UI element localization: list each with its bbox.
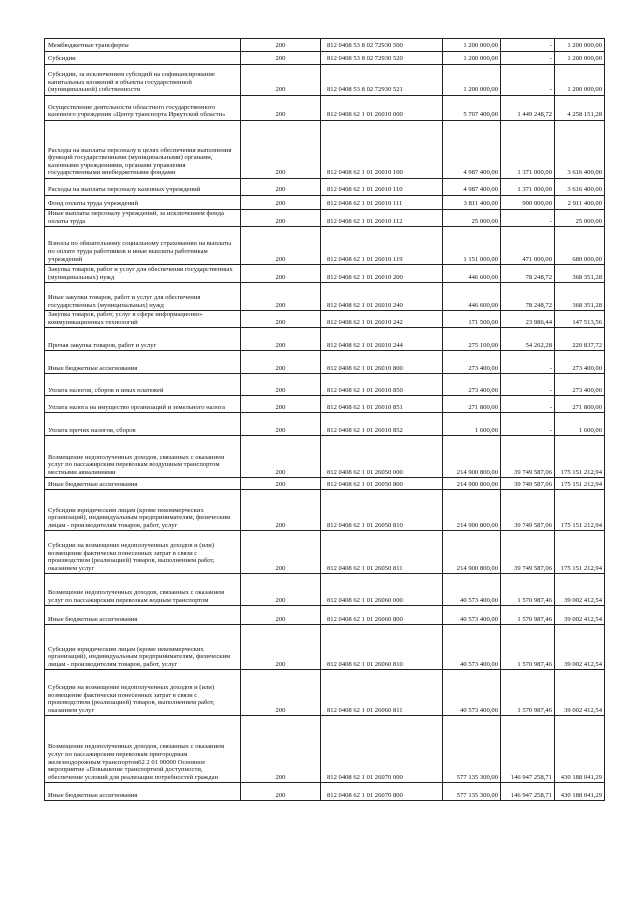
row-approved-amount-cell: 40 573 400,00	[443, 670, 501, 716]
row-budget-code-cell: 812 0408 62 1 01 26010 850	[321, 374, 443, 396]
row-name-cell: Субсидии на возмещение недополученных доходов и (или) возмещение фактически понесенных затрат в связи с производством (реализацией) товаров, выполнением работ, оказанием услуг	[45, 670, 241, 716]
row-approved-amount-cell: 273 400,00	[443, 374, 501, 396]
row-executed-amount-cell: -	[501, 210, 555, 227]
row-approved-amount-cell: 40 573 400,00	[443, 625, 501, 670]
row-approved-amount-cell: 5 707 400,00	[443, 96, 501, 121]
row-name-cell: Фонд оплаты труда учреждений	[45, 196, 241, 210]
row-budget-code-cell: 812 0408 62 1 01 26010 200	[321, 265, 443, 283]
row-admin-code-cell: 200	[241, 351, 321, 374]
row-unexecuted-amount-cell: 220 837,72	[555, 328, 605, 351]
table-row	[45, 121, 605, 179]
row-name-cell: Субсидии юридическим лицам (кроме некоммерческих организаций), индивидуальным предпринимателям, физическим лицам - производителям товаров, работ, услуг	[45, 625, 241, 670]
row-admin-code-cell: 200	[241, 179, 321, 196]
row-unexecuted-amount-cell: 271 800,00	[555, 396, 605, 413]
row-budget-code-cell: 812 0408 62 1 01 26010 244	[321, 328, 443, 351]
row-unexecuted-amount-cell: 175 151 212,94	[555, 490, 605, 531]
row-name-cell: Закупка товаров, работ, услуг в сфере информационно-коммуникационных технологий	[45, 311, 241, 328]
row-unexecuted-amount-cell: 175 151 212,94	[555, 531, 605, 574]
row-admin-code-cell: 200	[241, 783, 321, 801]
row-budget-code-cell: 812 0408 62 1 01 26010 240	[321, 283, 443, 311]
row-unexecuted-amount-cell: 273 400,00	[555, 351, 605, 374]
row-budget-code-cell: 812 0408 62 1 01 26060 800	[321, 606, 443, 625]
row-unexecuted-amount-cell: 39 002 412,54	[555, 625, 605, 670]
row-executed-amount-cell: 23 986,44	[501, 311, 555, 328]
budget-execution-sheet	[44, 38, 604, 801]
row-name-cell: Иные бюджетные ассигнования	[45, 606, 241, 625]
row-name-cell: Уплата прочих налогов, сборов	[45, 413, 241, 436]
row-name-cell: Иные бюджетные ассигнования	[45, 478, 241, 490]
row-approved-amount-cell: 214 900 800,00	[443, 436, 501, 478]
table-row	[45, 65, 605, 96]
row-unexecuted-amount-cell: 147 513,56	[555, 311, 605, 328]
row-budget-code-cell: 812 0408 53 8 02 72930 521	[321, 65, 443, 96]
row-name-cell: Иные выплаты персоналу учреждений, за исключением фонда оплаты труда	[45, 210, 241, 227]
row-name-cell: Прочая закупка товаров, работ и услуг	[45, 328, 241, 351]
row-unexecuted-amount-cell: 430 188 041,29	[555, 716, 605, 783]
row-executed-amount-cell: 78 248,72	[501, 265, 555, 283]
row-unexecuted-amount-cell: 1 200 000,00	[555, 65, 605, 96]
table-row	[45, 283, 605, 311]
table-row	[45, 478, 605, 490]
row-admin-code-cell: 200	[241, 39, 321, 52]
row-unexecuted-amount-cell: 368 351,28	[555, 283, 605, 311]
table-row	[45, 396, 605, 413]
row-name-cell: Расходы на выплаты персоналу казенных учреждений	[45, 179, 241, 196]
row-admin-code-cell: 200	[241, 670, 321, 716]
row-budget-code-cell: 812 0408 62 1 01 26010 119	[321, 227, 443, 265]
row-executed-amount-cell: 1 570 987,46	[501, 625, 555, 670]
table-row	[45, 413, 605, 436]
table-row	[45, 783, 605, 801]
row-name-cell: Взносы по обязательному социальному страхованию на выплаты по оплате труда работников и иные выплаты работникам учреждений	[45, 227, 241, 265]
row-unexecuted-amount-cell: 368 351,28	[555, 265, 605, 283]
row-executed-amount-cell: -	[501, 351, 555, 374]
row-approved-amount-cell: 214 900 800,00	[443, 531, 501, 574]
row-executed-amount-cell: -	[501, 65, 555, 96]
row-unexecuted-amount-cell: 39 002 412,54	[555, 606, 605, 625]
row-unexecuted-amount-cell: 680 000,00	[555, 227, 605, 265]
row-approved-amount-cell: 446 600,00	[443, 283, 501, 311]
row-executed-amount-cell: 471 000,00	[501, 227, 555, 265]
row-admin-code-cell: 200	[241, 196, 321, 210]
row-budget-code-cell: 812 0408 62 1 01 26060 811	[321, 670, 443, 716]
row-admin-code-cell: 200	[241, 96, 321, 121]
row-admin-code-cell: 200	[241, 374, 321, 396]
table-row	[45, 179, 605, 196]
row-budget-code-cell: 812 0408 62 1 01 26010 000	[321, 96, 443, 121]
row-name-cell: Субсидии, за исключением субсидий на софинансирование капитальных вложений в объекты государственной (муниципальной) собственности	[45, 65, 241, 96]
row-admin-code-cell: 200	[241, 606, 321, 625]
row-unexecuted-amount-cell: 25 000,00	[555, 210, 605, 227]
row-unexecuted-amount-cell: 1 600,00	[555, 413, 605, 436]
row-budget-code-cell: 812 0408 62 1 01 26050 000	[321, 436, 443, 478]
row-executed-amount-cell: 39 749 587,06	[501, 436, 555, 478]
row-name-cell: Межбюджетные трансферты	[45, 39, 241, 52]
row-approved-amount-cell: 577 135 300,00	[443, 783, 501, 801]
row-budget-code-cell: 812 0408 53 8 02 72930 520	[321, 52, 443, 65]
row-name-cell: Возмещение недополученных доходов, связанных с оказанием услуг по пассажирским перевозкам водным транспортом	[45, 574, 241, 606]
row-unexecuted-amount-cell: 430 188 041,29	[555, 783, 605, 801]
row-admin-code-cell: 200	[241, 52, 321, 65]
row-approved-amount-cell: 1 151 000,00	[443, 227, 501, 265]
row-executed-amount-cell: 54 262,28	[501, 328, 555, 351]
table-row	[45, 490, 605, 531]
row-admin-code-cell: 200	[241, 716, 321, 783]
row-admin-code-cell: 200	[241, 574, 321, 606]
row-executed-amount-cell: -	[501, 52, 555, 65]
row-approved-amount-cell: 275 100,00	[443, 328, 501, 351]
row-admin-code-cell: 200	[241, 283, 321, 311]
table-row	[45, 436, 605, 478]
row-admin-code-cell: 200	[241, 478, 321, 490]
table-row	[45, 351, 605, 374]
row-executed-amount-cell: 39 749 587,06	[501, 478, 555, 490]
row-admin-code-cell: 200	[241, 436, 321, 478]
row-admin-code-cell: 200	[241, 531, 321, 574]
row-name-cell: Закупка товаров, работ и услуг для обеспечения государственных (муниципальных) нужд	[45, 265, 241, 283]
row-unexecuted-amount-cell: 4 258 151,28	[555, 96, 605, 121]
row-name-cell: Субсидии	[45, 52, 241, 65]
row-admin-code-cell: 200	[241, 265, 321, 283]
row-budget-code-cell: 812 0408 62 1 01 26010 851	[321, 396, 443, 413]
budget-table	[44, 38, 605, 801]
table-row	[45, 328, 605, 351]
row-budget-code-cell: 812 0408 62 1 01 26050 800	[321, 478, 443, 490]
row-approved-amount-cell: 40 573 400,00	[443, 574, 501, 606]
row-budget-code-cell: 812 0408 62 1 01 26010 110	[321, 179, 443, 196]
row-unexecuted-amount-cell: 39 002 412,54	[555, 574, 605, 606]
row-admin-code-cell: 200	[241, 490, 321, 531]
row-budget-code-cell: 812 0408 62 1 01 26060 810	[321, 625, 443, 670]
table-row	[45, 716, 605, 783]
row-executed-amount-cell: 1 371 000,00	[501, 121, 555, 179]
row-budget-code-cell: 812 0408 62 1 01 26070 800	[321, 783, 443, 801]
row-name-cell: Расходы на выплаты персоналу в целях обеспечения выполнения функций государственными (муниципальными) органами, казенными учреждениями, органами управления государственными внебюджетными фондами	[45, 121, 241, 179]
row-approved-amount-cell: 273 400,00	[443, 351, 501, 374]
table-row	[45, 210, 605, 227]
row-approved-amount-cell: 214 900 800,00	[443, 478, 501, 490]
row-approved-amount-cell: 1 200 000,00	[443, 52, 501, 65]
row-name-cell: Субсидии на возмещение недополученных доходов и (или) возмещение фактически понесенных затрат в связи с производством (реализацией) товаров, выполнением работ, оказанием услуг	[45, 531, 241, 574]
row-admin-code-cell: 200	[241, 625, 321, 670]
row-unexecuted-amount-cell: 2 911 400,00	[555, 196, 605, 210]
table-row	[45, 196, 605, 210]
row-approved-amount-cell: 171 500,00	[443, 311, 501, 328]
row-admin-code-cell: 200	[241, 227, 321, 265]
row-name-cell: Осуществление деятельности областного государственного казенного учреждения «Центр транспорта Иркутской области»	[45, 96, 241, 121]
row-executed-amount-cell: 1 570 987,46	[501, 606, 555, 625]
row-executed-amount-cell: 78 248,72	[501, 283, 555, 311]
row-admin-code-cell: 200	[241, 396, 321, 413]
row-approved-amount-cell: 25 000,00	[443, 210, 501, 227]
row-budget-code-cell: 812 0408 62 1 01 26010 100	[321, 121, 443, 179]
row-executed-amount-cell: 39 749 587,06	[501, 531, 555, 574]
row-name-cell: Иные бюджетные ассигнования	[45, 783, 241, 801]
row-budget-code-cell: 812 0408 62 1 01 26070 000	[321, 716, 443, 783]
row-approved-amount-cell: 1 200 000,00	[443, 65, 501, 96]
table-row	[45, 96, 605, 121]
row-budget-code-cell: 812 0408 62 1 01 26010 800	[321, 351, 443, 374]
table-row	[45, 227, 605, 265]
row-budget-code-cell: 812 0408 62 1 01 26010 112	[321, 210, 443, 227]
table-row	[45, 531, 605, 574]
budget-table-body	[45, 39, 605, 801]
row-executed-amount-cell: 1 570 987,46	[501, 670, 555, 716]
row-approved-amount-cell: 271 800,00	[443, 396, 501, 413]
row-unexecuted-amount-cell: 175 151 212,94	[555, 478, 605, 490]
row-executed-amount-cell: 900 000,00	[501, 196, 555, 210]
row-approved-amount-cell: 577 135 300,00	[443, 716, 501, 783]
row-unexecuted-amount-cell: 273 400,00	[555, 374, 605, 396]
row-executed-amount-cell: 1 449 248,72	[501, 96, 555, 121]
table-row	[45, 606, 605, 625]
table-row	[45, 39, 605, 52]
row-name-cell: Возмещение недополученных доходов, связанных с оказанием услуг по пассажирским перевозкам воздушным транспортом местными авиалиниями	[45, 436, 241, 478]
row-unexecuted-amount-cell: 3 616 400,00	[555, 121, 605, 179]
row-approved-amount-cell: 3 811 400,00	[443, 196, 501, 210]
row-unexecuted-amount-cell: 1 200 000,00	[555, 39, 605, 52]
row-admin-code-cell: 200	[241, 210, 321, 227]
row-budget-code-cell: 812 0408 62 1 01 26010 242	[321, 311, 443, 328]
row-name-cell: Уплата налогов, сборов и иных платежей	[45, 374, 241, 396]
row-name-cell: Субсидии юридическим лицам (кроме некоммерческих организаций), индивидуальным предпринимателям, физическим лицам - производителям товаров, работ, услуг	[45, 490, 241, 531]
row-admin-code-cell: 200	[241, 413, 321, 436]
table-row	[45, 265, 605, 283]
table-row	[45, 625, 605, 670]
table-row	[45, 52, 605, 65]
row-budget-code-cell: 812 0408 62 1 01 26010 852	[321, 413, 443, 436]
row-approved-amount-cell: 214 900 800,00	[443, 490, 501, 531]
row-approved-amount-cell: 1 200 000,00	[443, 39, 501, 52]
row-approved-amount-cell: 4 987 400,00	[443, 179, 501, 196]
row-unexecuted-amount-cell: 1 200 000,00	[555, 52, 605, 65]
table-row	[45, 670, 605, 716]
row-name-cell: Иные закупки товаров, работ и услуг для обеспечения государственных (муниципальных) нужд	[45, 283, 241, 311]
row-executed-amount-cell: -	[501, 374, 555, 396]
row-budget-code-cell: 812 0408 62 1 01 26050 811	[321, 531, 443, 574]
table-row	[45, 374, 605, 396]
row-budget-code-cell: 812 0408 62 1 01 26050 810	[321, 490, 443, 531]
row-executed-amount-cell: 1 371 000,00	[501, 179, 555, 196]
row-executed-amount-cell: -	[501, 39, 555, 52]
row-budget-code-cell: 812 0408 62 1 01 26060 000	[321, 574, 443, 606]
row-budget-code-cell: 812 0408 53 8 02 72930 500	[321, 39, 443, 52]
row-admin-code-cell: 200	[241, 65, 321, 96]
row-admin-code-cell: 200	[241, 121, 321, 179]
row-executed-amount-cell: 39 749 587,06	[501, 490, 555, 531]
row-executed-amount-cell: -	[501, 396, 555, 413]
row-name-cell: Иные бюджетные ассигнования	[45, 351, 241, 374]
row-budget-code-cell: 812 0408 62 1 01 26010 111	[321, 196, 443, 210]
row-name-cell: Уплата налога на имущество организаций и земельного налога	[45, 396, 241, 413]
row-admin-code-cell: 200	[241, 328, 321, 351]
row-unexecuted-amount-cell: 3 616 400,00	[555, 179, 605, 196]
row-executed-amount-cell: 146 947 258,71	[501, 716, 555, 783]
row-approved-amount-cell: 1 600,00	[443, 413, 501, 436]
row-approved-amount-cell: 446 600,00	[443, 265, 501, 283]
table-row	[45, 311, 605, 328]
row-approved-amount-cell: 4 987 400,00	[443, 121, 501, 179]
row-executed-amount-cell: 1 570 987,46	[501, 574, 555, 606]
row-name-cell: Возмещение недополученных доходов, связанных с оказанием услуг по пассажирским перевозкам пригородным железнодорожным транспортом62 2 01 00000 Основное мероприятие «Повышение транспортной доступности, обеспечение условий для реализации потребностей граждан	[45, 716, 241, 783]
row-unexecuted-amount-cell: 175 151 212,94	[555, 436, 605, 478]
row-approved-amount-cell: 40 573 400,00	[443, 606, 501, 625]
row-unexecuted-amount-cell: 39 002 412,54	[555, 670, 605, 716]
row-executed-amount-cell: -	[501, 413, 555, 436]
row-executed-amount-cell: 146 947 258,71	[501, 783, 555, 801]
table-row	[45, 574, 605, 606]
row-admin-code-cell: 200	[241, 311, 321, 328]
